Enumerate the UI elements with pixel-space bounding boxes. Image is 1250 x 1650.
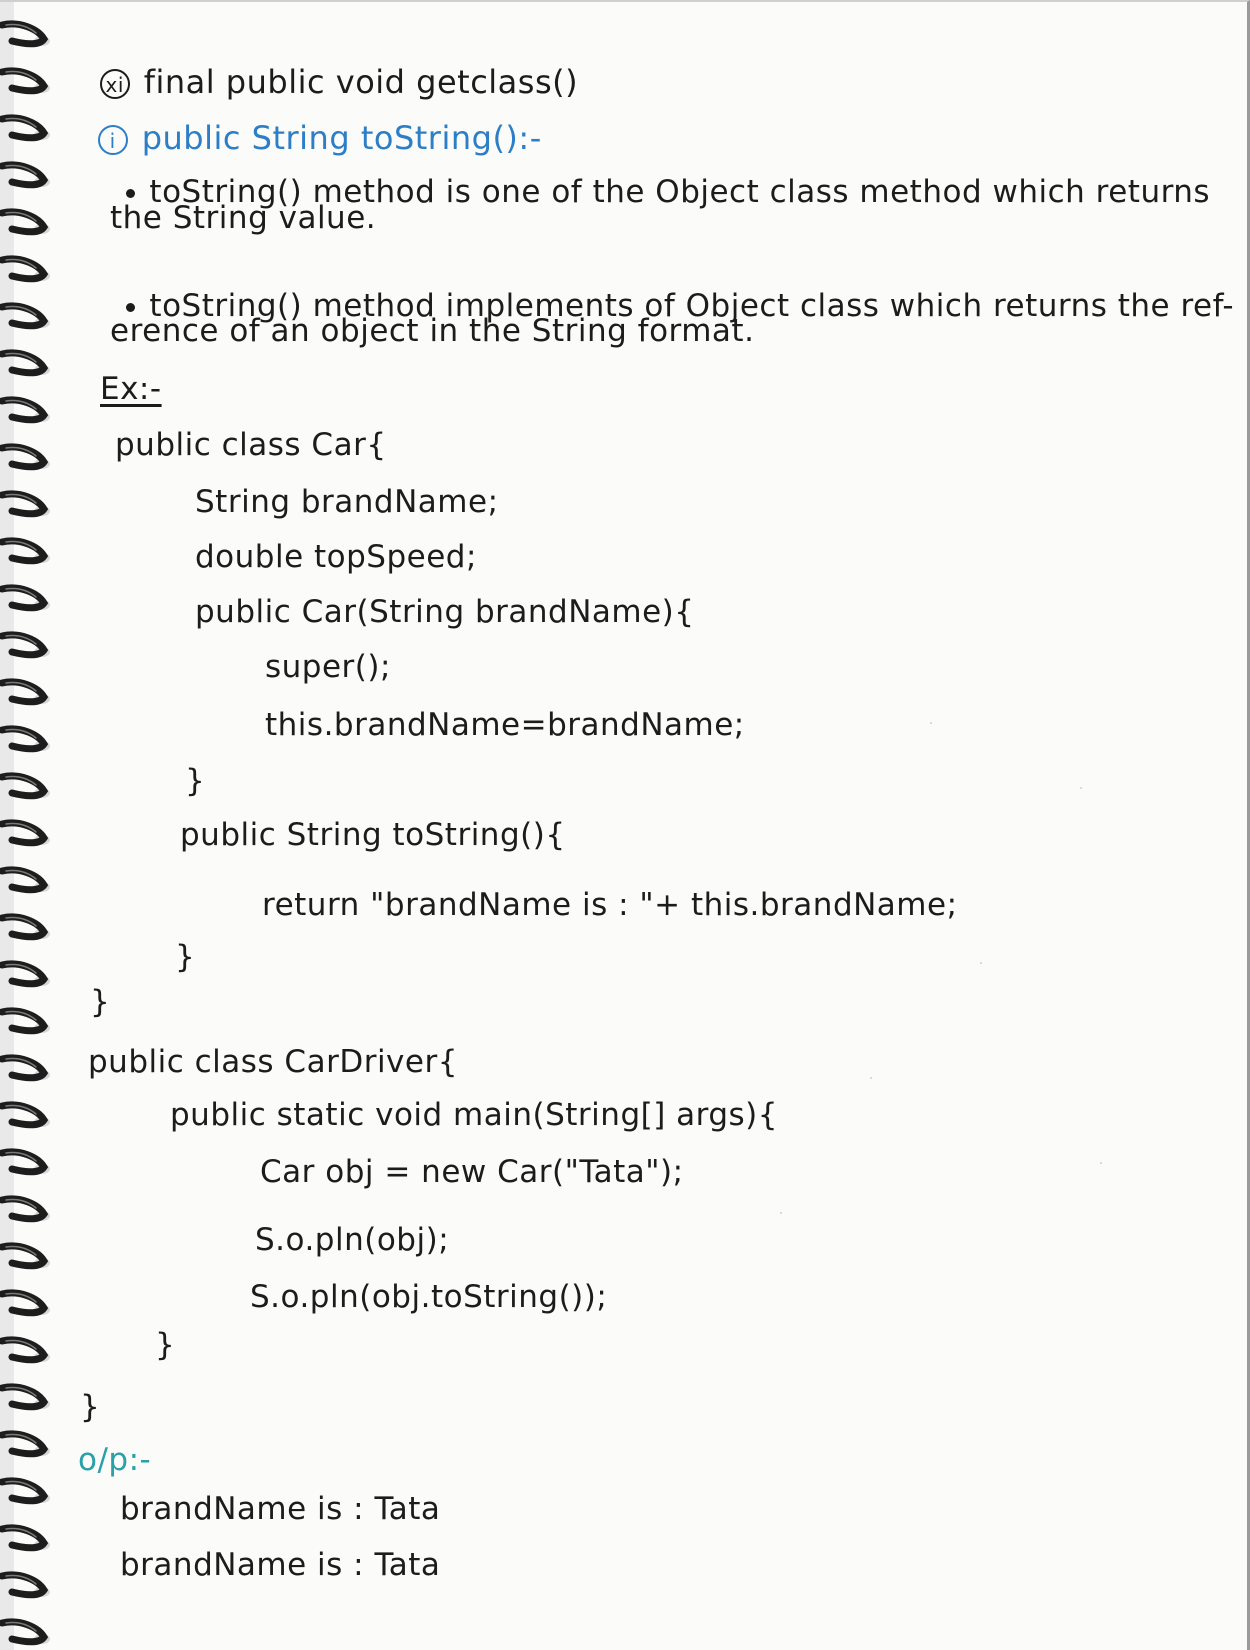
code-line: public String toString(){ [180, 817, 566, 853]
code-line: String brandName; [195, 484, 499, 520]
spiral-binding-icon [0, 2, 70, 1650]
circled-number-i: i [98, 125, 128, 155]
paper-speck [1080, 787, 1082, 789]
paper-speck [870, 1077, 872, 1079]
bullet-1-text-line-1: toString() method is one of the Object class method which returns [149, 174, 1211, 210]
code-line: public class Car{ [115, 427, 387, 463]
code-line: S.o.pln(obj.toString()); [250, 1279, 608, 1315]
code-line: public static void main(String[] args){ [170, 1097, 779, 1133]
example-label: Ex:- [100, 371, 162, 407]
code-line: S.o.pln(obj); [255, 1222, 450, 1258]
code-line: this.brandName=brandName; [265, 707, 745, 743]
paper-speck [930, 722, 932, 724]
bullet-2-line-2: erence of an object in the String format. [110, 313, 755, 349]
circled-number-xi: xi [100, 69, 130, 99]
output-line: brandName is : Tata [120, 1547, 441, 1583]
paper-speck [980, 962, 982, 964]
code-line: } [185, 763, 206, 799]
paper-speck [780, 1212, 782, 1214]
code-line: return "brandName is : "+ this.brandName; [262, 887, 958, 923]
heading-i-text: public String toString():- [141, 119, 542, 157]
heading-xi-text: final public void getclass() [143, 63, 579, 101]
code-line: super(); [265, 649, 391, 685]
code-line: Car obj = new Car("Tata"); [260, 1154, 684, 1190]
bullet-icon [126, 303, 135, 312]
bullet-2-text-line-1: toString() method implements of Object class which returns the ref- [149, 288, 1235, 324]
bullet-icon [126, 189, 135, 198]
code-line: } [175, 939, 196, 975]
output-label: o/p:- [78, 1442, 152, 1478]
paper-speck [1100, 1162, 1102, 1164]
bullet-1-line-2: the String value. [110, 200, 377, 236]
code-line: } [80, 1389, 101, 1425]
output-line: brandName is : Tata [120, 1491, 441, 1527]
code-line: } [90, 984, 111, 1020]
code-line: } [155, 1327, 176, 1363]
code-line: double topSpeed; [195, 539, 477, 575]
code-line: public Car(String brandName){ [195, 594, 695, 630]
code-line: public class CarDriver{ [88, 1044, 458, 1080]
